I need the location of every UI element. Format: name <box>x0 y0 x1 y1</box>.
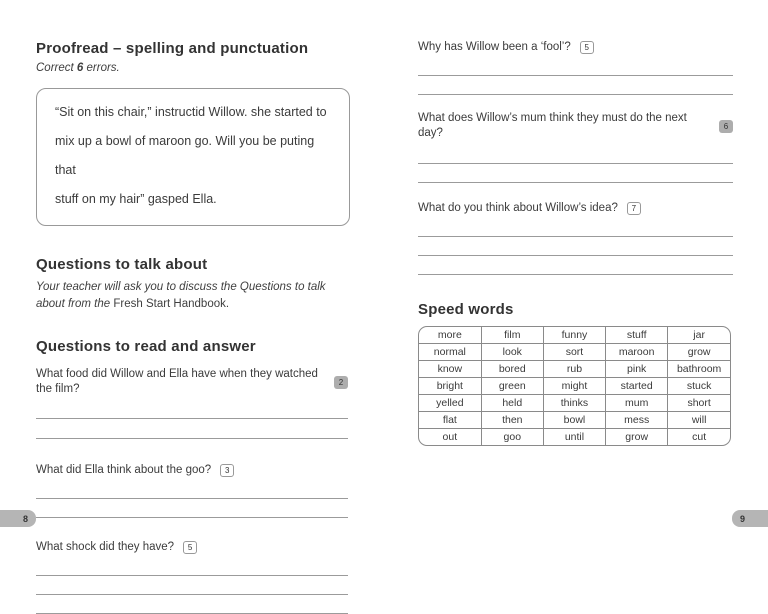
answer-line <box>36 557 348 576</box>
question-text-row <box>36 540 348 555</box>
speed-word-cell: look <box>481 344 543 361</box>
answer-line <box>36 595 348 614</box>
paragraph-badge: 7 <box>627 202 641 215</box>
answer-line <box>36 480 348 499</box>
speed-word-cell: know <box>419 361 481 378</box>
speed-words-row <box>419 429 730 446</box>
page-left <box>0 0 384 553</box>
page-number-tab-left <box>0 510 36 527</box>
instruction-error-count: 6 <box>76 62 84 74</box>
speed-word-cell: grow <box>606 429 668 446</box>
speed-words-table-body <box>419 327 730 445</box>
speed-word-cell: flat <box>419 412 481 429</box>
question-block <box>418 201 733 275</box>
speed-word-cell: thinks <box>543 395 605 412</box>
speed-word-cell: stuff <box>606 327 668 344</box>
speed-words-row <box>419 395 730 412</box>
answer-line <box>36 499 348 518</box>
question-text: What food did Willow and Ella have when they watched the film? <box>36 368 318 395</box>
question-text-row <box>418 201 733 216</box>
speed-words-table <box>418 326 731 446</box>
speed-word-cell: cut <box>668 429 730 446</box>
answer-line <box>418 218 733 237</box>
question-text: What did Ella think about the goo? <box>36 464 212 476</box>
answer-line <box>418 256 733 275</box>
answer-line <box>418 76 733 95</box>
answer-line <box>418 237 733 256</box>
speed-words-row <box>419 412 730 429</box>
answer-line <box>36 399 348 419</box>
answer-line <box>418 57 733 76</box>
proofread-line-3: stuff on my hair” gasped Ella. <box>55 192 217 206</box>
speed-word-cell: mess <box>606 412 668 429</box>
speed-words-row <box>419 378 730 395</box>
speed-word-cell: yelled <box>419 395 481 412</box>
question-text-row <box>36 463 348 478</box>
question-text: What does Willow’s mum think they must do the next day? <box>418 112 687 139</box>
speed-word-cell: maroon <box>606 344 668 361</box>
speed-word-cell: green <box>481 378 543 395</box>
question-block <box>36 540 348 614</box>
speed-word-cell: jar <box>668 327 730 344</box>
speed-word-cell: started <box>606 378 668 395</box>
speed-word-cell: held <box>481 395 543 412</box>
speed-word-cell: film <box>481 327 543 344</box>
paragraph-badge: 6 <box>719 120 733 133</box>
talk-about-body <box>36 279 354 312</box>
speed-word-cell: bowl <box>543 412 605 429</box>
speed-word-cell: normal <box>419 344 481 361</box>
proofread-line-1: “Sit on this chair,” instructid Willow. she started to <box>55 105 327 119</box>
question-block <box>36 463 348 518</box>
proofread-text-box <box>36 88 350 226</box>
question-text-row <box>418 111 733 141</box>
speed-word-cell: might <box>543 378 605 395</box>
paragraph-badge: 5 <box>580 41 594 54</box>
speed-word-cell: then <box>481 412 543 429</box>
page-number: 9 <box>740 513 746 524</box>
speed-word-cell: until <box>543 429 605 446</box>
question-text: Why has Willow been a ‘fool’? <box>418 41 571 53</box>
speed-word-cell: rub <box>543 361 605 378</box>
question-text-row <box>418 40 733 55</box>
proofread-heading: Proofread – spelling and punctuation <box>36 40 309 57</box>
speed-word-cell: will <box>668 412 730 429</box>
speed-word-cell: out <box>419 429 481 446</box>
paragraph-badge: 2 <box>334 376 348 389</box>
answer-line <box>418 145 733 164</box>
speed-word-cell: bright <box>419 378 481 395</box>
read-answer-heading: Questions to read and answer <box>36 338 256 355</box>
speed-word-cell: pink <box>606 361 668 378</box>
speed-word-cell: funny <box>543 327 605 344</box>
talk-about-body-regular: Fresh Start Handbook. <box>113 297 230 310</box>
paragraph-badge: 3 <box>220 464 234 477</box>
page-number: 8 <box>22 513 28 524</box>
instruction-pre: Correct <box>36 62 77 74</box>
speed-word-cell: short <box>668 395 730 412</box>
question-block <box>36 367 348 439</box>
right-page-content <box>418 40 733 446</box>
speed-words-row <box>419 361 730 378</box>
speed-word-cell: bathroom <box>668 361 730 378</box>
speed-word-cell: bored <box>481 361 543 378</box>
question-text-row <box>36 367 348 397</box>
paragraph-badge: 5 <box>183 541 197 554</box>
answer-line <box>36 576 348 595</box>
instruction-post: errors. <box>83 62 120 74</box>
speed-word-cell: sort <box>543 344 605 361</box>
speed-words-row <box>419 344 730 361</box>
question-block <box>418 111 733 183</box>
speed-word-cell: goo <box>481 429 543 446</box>
speed-words-row <box>419 327 730 344</box>
page-right <box>384 0 768 543</box>
talk-about-body-italic: Your teacher will ask you to discuss the Questions to talk about from the <box>36 281 326 310</box>
answer-line <box>36 419 348 439</box>
question-block <box>418 40 733 95</box>
proofread-instruction <box>36 62 348 74</box>
speed-word-cell: more <box>419 327 481 344</box>
talk-about-heading: Questions to talk about <box>36 256 208 273</box>
answer-line <box>418 164 733 183</box>
question-text: What shock did they have? <box>36 541 175 553</box>
speed-word-cell: mum <box>606 395 668 412</box>
left-page-content <box>36 40 348 614</box>
speed-word-cell: stuck <box>668 378 730 395</box>
speed-words-heading: Speed words <box>418 301 514 318</box>
page-number-tab-right <box>732 510 768 527</box>
speed-word-cell: grow <box>668 344 730 361</box>
proofread-line-2: mix up a bowl of maroon go. Will you be puting that <box>55 134 315 177</box>
question-text: What do you think about Willow’s idea? <box>418 202 618 214</box>
